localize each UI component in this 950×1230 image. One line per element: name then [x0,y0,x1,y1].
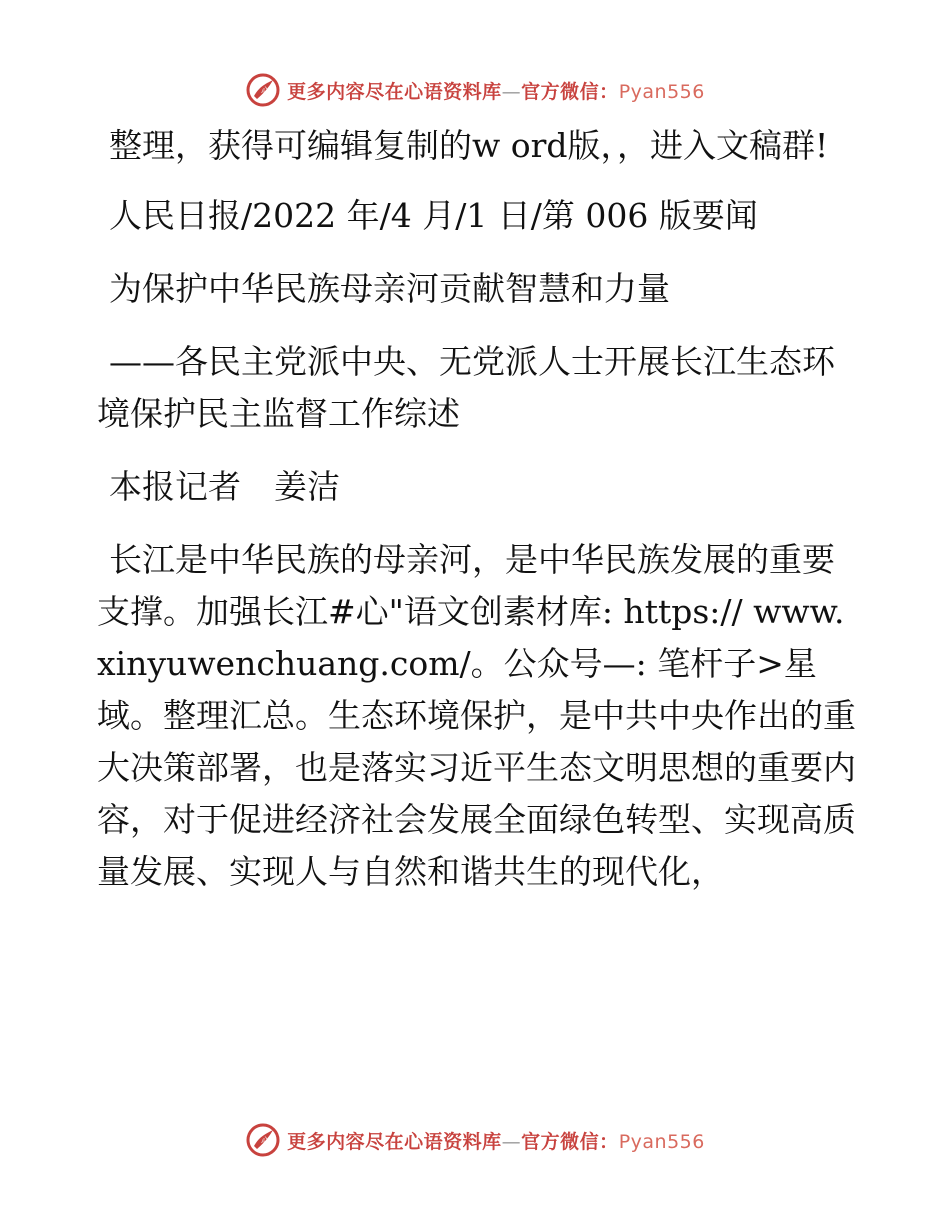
brush-logo-icon [245,1122,281,1158]
header-watermark [0,70,950,110]
article-paragraph: 长江是中华民族的母亲河，是中华民族发展的重要支撑。加强长江#心"语文创素材库: https:// www.xinyuwenchuang.com/。公众号—: 笔杆子>星域。整理汇总。生态环境保护，是中共中央作出的重大决策部署，也是落实习近平生态文明思想的重要内容，对于促进经济社会发展全面绿色转型、实现高质量发展、实现人与自然和谐共生的现代化， [97,540,856,891]
footer-watermark [0,1120,950,1160]
footer-watermark-text: 更多内容尽在心语资料库—官方微信：Pyan556 [287,1130,705,1153]
article-subtitle: ——各民主党派中央、无党派人士开展长江生态环境保护民主监督工作综述 [97,342,835,433]
byline: 本报记者 姜洁 [109,467,340,506]
svg-text:心: 心 [261,87,271,97]
article-title: 为保护中华民族母亲河贡献智慧和力量 [109,269,670,308]
svg-text:心: 心 [261,1137,271,1147]
header-watermark-text: 更多内容尽在心语资料库—官方微信：Pyan556 [287,80,705,103]
brush-logo-icon [245,72,281,108]
intro-text: 整理，获得可编辑复制的w ord版，，进入文稿群! [109,126,829,165]
document-body [97,120,857,919]
source-line: 人民日报/2022 年/4 月/1 日/第 006 版要闻 [109,196,758,235]
